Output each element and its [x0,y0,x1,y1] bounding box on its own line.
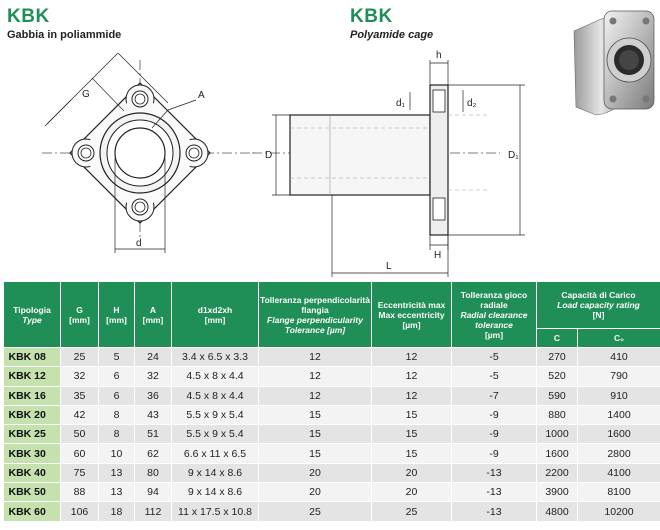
cell-g: 60 [61,444,99,463]
col-header-perpendicularity: Tolleranza perpendicolarità flangia Flange perpendicularity Tolerance [µm] [259,282,372,348]
cell-dims: 9 x 14 x 8.6 [172,483,259,502]
cell-rad: -13 [452,463,537,482]
cell-dims: 9 x 14 x 8.6 [172,463,259,482]
dim-label-small-d2: d₂ [467,98,477,109]
cell-h: 10 [99,444,135,463]
cell-g: 25 [61,348,99,367]
cell-c: 1600 [537,444,578,463]
cell-h: 6 [99,367,135,386]
dim-label-small-d1: d₁ [396,98,405,109]
cell-c0: 10200 [578,502,660,521]
cell-g: 88 [61,483,99,502]
cell-dims: 4.5 x 8 x 4.4 [172,386,259,405]
cell-ecc: 20 [372,483,452,502]
col-header-eccentricity: Eccentricità max Max eccentricity [µm] [372,282,452,348]
table-row [4,425,660,444]
cell-a: 62 [135,444,172,463]
side-view-drawing [250,40,560,280]
cell-dims: 6.6 x 11 x 6.5 [172,444,259,463]
table-row [4,444,660,463]
cell-c0: 1600 [578,425,660,444]
table-row [4,502,660,521]
cell-type: KBK 50 [4,483,61,502]
cell-c0: 2800 [578,444,660,463]
cell-ecc: 12 [372,348,452,367]
cell-h: 5 [99,348,135,367]
cell-a: 43 [135,405,172,424]
cell-rad: -5 [452,348,537,367]
cell-perp: 20 [259,483,372,502]
table-row [4,348,660,367]
col-header-dims: d1xd2xh [mm] [172,282,259,348]
cell-ecc: 15 [372,405,452,424]
cell-a: 112 [135,502,172,521]
cell-c: 3900 [537,483,578,502]
cell-a: 32 [135,367,172,386]
table-row [4,386,660,405]
cell-h: 8 [99,425,135,444]
cell-c0: 4100 [578,463,660,482]
cell-a: 36 [135,386,172,405]
specification-table-body [4,348,660,522]
cell-perp: 12 [259,367,372,386]
cell-type: KBK 30 [4,444,61,463]
cell-rad: -9 [452,405,537,424]
cell-rad: -9 [452,444,537,463]
cell-type: KBK 25 [4,425,61,444]
cell-ecc: 12 [372,386,452,405]
cell-g: 42 [61,405,99,424]
cell-rad: -9 [452,425,537,444]
product-photo [566,3,658,121]
cell-perp: 12 [259,386,372,405]
cell-c: 4800 [537,502,578,521]
cell-type: KBK 40 [4,463,61,482]
cell-dims: 11 x 17.5 x 10.8 [172,502,259,521]
table-row [4,483,660,502]
cell-g: 35 [61,386,99,405]
cell-a: 24 [135,348,172,367]
col-header-c: C [537,329,578,348]
cell-dims: 4.5 x 8 x 4.4 [172,367,259,386]
cell-ecc: 20 [372,463,452,482]
product-code-left: KBK [7,6,50,27]
cell-h: 8 [99,405,135,424]
header-english [350,6,433,41]
dim-label-a: A [198,90,205,101]
cell-type: KBK 08 [4,348,61,367]
cell-h: 13 [99,463,135,482]
col-header-load-capacity: Capacità di Carico Load capacity rating [N] [537,282,660,329]
cell-h: 18 [99,502,135,521]
cell-rad: -7 [452,386,537,405]
table-row [4,405,660,424]
dim-label-d: d [136,238,142,249]
dim-label-g: G [82,89,90,100]
specification-table [3,281,660,522]
cell-c: 1000 [537,425,578,444]
cell-g: 106 [61,502,99,521]
cell-c0: 410 [578,348,660,367]
cell-h: 13 [99,483,135,502]
table-row [4,463,660,482]
cell-perp: 25 [259,502,372,521]
cell-type: KBK 20 [4,405,61,424]
cell-type: KBK 12 [4,367,61,386]
cell-g: 32 [61,367,99,386]
table-row [4,367,660,386]
subtitle-english: Polyamide cage [350,29,434,41]
cell-dims: 5.5 x 9 x 5.4 [172,405,259,424]
cell-c: 270 [537,348,578,367]
cell-dims: 3.4 x 6.5 x 3.3 [172,348,259,367]
cell-c0: 910 [578,386,660,405]
cell-rad: -13 [452,502,537,521]
col-header-type: Tipologia Type [4,282,61,348]
dim-label-h: h [436,50,442,61]
dim-label-h-big: H [434,250,442,261]
cell-type: KBK 60 [4,502,61,521]
cell-a: 94 [135,483,172,502]
cell-ecc: 12 [372,367,452,386]
cell-ecc: 25 [372,502,452,521]
col-header-radial-clearance: Tolleranza gioco radiale Radial clearance tolerance [µm] [452,282,537,348]
col-header-c0: C₀ [578,329,660,348]
cell-g: 75 [61,463,99,482]
cell-rad: -13 [452,483,537,502]
cell-dims: 5.5 x 9 x 5.4 [172,425,259,444]
cell-c: 880 [537,405,578,424]
cell-perp: 15 [259,405,372,424]
cell-ecc: 15 [372,444,452,463]
cell-perp: 15 [259,425,372,444]
dim-label-d1: D₁ [508,150,519,161]
cell-perp: 15 [259,444,372,463]
cell-a: 51 [135,425,172,444]
cell-c0: 8100 [578,483,660,502]
col-header-h: H [mm] [99,282,135,348]
cell-a: 80 [135,463,172,482]
cell-perp: 20 [259,463,372,482]
cell-c: 590 [537,386,578,405]
cell-c0: 790 [578,367,660,386]
cell-c: 2200 [537,463,578,482]
cell-c0: 1400 [578,405,660,424]
cell-ecc: 15 [372,425,452,444]
dim-label-d-big: D [265,150,273,161]
cell-g: 50 [61,425,99,444]
cell-h: 6 [99,386,135,405]
front-view-drawing [0,0,273,270]
dim-label-l: L [386,261,392,272]
cell-c: 520 [537,367,578,386]
subtitle-italian: Gabbia in poliammide [7,29,122,41]
col-header-g: G [mm] [61,282,99,348]
cell-type: KBK 16 [4,386,61,405]
col-header-a: A [mm] [135,282,172,348]
cell-rad: -5 [452,367,537,386]
cell-perp: 12 [259,348,372,367]
product-code-right: KBK [350,6,393,27]
